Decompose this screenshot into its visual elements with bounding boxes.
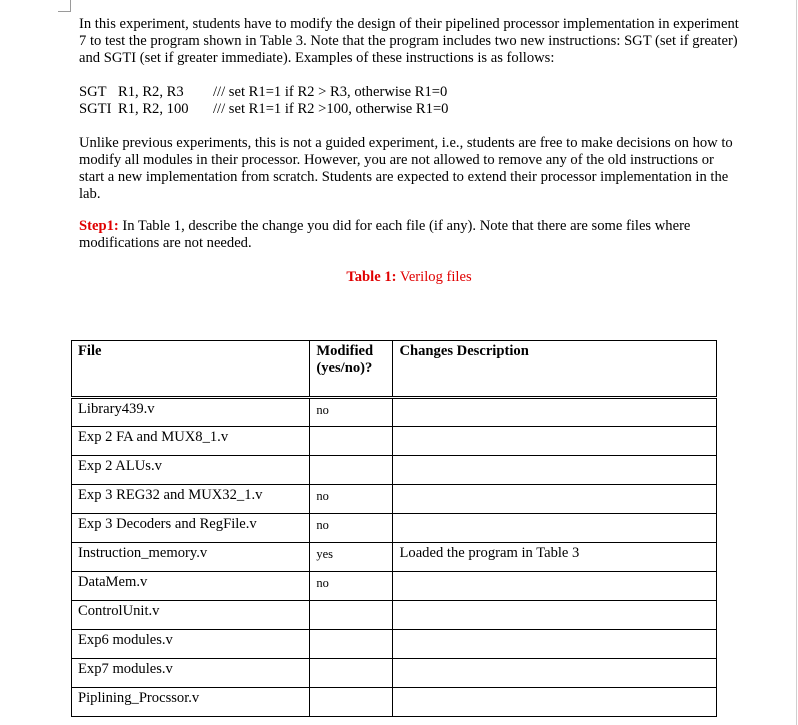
cell-description[interactable]: Loaded the program in Table 3 [393, 543, 717, 572]
cell-description[interactable] [393, 456, 717, 485]
table-caption-label: Table 1: [346, 269, 397, 285]
instruction-examples [79, 84, 739, 118]
cell-modified[interactable] [310, 456, 393, 485]
table-row [72, 572, 717, 601]
verilog-files-table [71, 340, 717, 717]
cell-description[interactable] [393, 427, 717, 456]
table-row [72, 427, 717, 456]
cell-file[interactable]: Exp 2 ALUs.v [72, 456, 310, 485]
cell-file[interactable]: DataMem.v [72, 572, 310, 601]
table-row [72, 543, 717, 572]
table-row [72, 398, 717, 427]
example-args: R1, R2, 100 [118, 101, 189, 117]
cell-file[interactable]: Exp 3 Decoders and RegFile.v [72, 514, 310, 543]
header-modified: Modified (yes/no)? [310, 341, 393, 398]
cell-modified[interactable]: no [310, 398, 393, 427]
table-row [72, 688, 717, 717]
cell-file[interactable]: ControlUnit.v [72, 601, 310, 630]
example-args: R1, R2, R3 [118, 84, 184, 100]
cell-description[interactable] [393, 688, 717, 717]
table-row [72, 514, 717, 543]
cell-modified[interactable] [310, 688, 393, 717]
intro-paragraph: In this experiment, students have to modify the design of their pipelined processor implementation in experiment 7 to test the program shown in Table 3. Note that the program includes two new instructions: SGT (set if greater) and SGTI (set if greater immediate). Examples of these instructions is as follows: [79, 16, 739, 66]
cell-modified[interactable] [310, 427, 393, 456]
table-row [72, 485, 717, 514]
cell-modified[interactable] [310, 659, 393, 688]
cell-description[interactable] [393, 659, 717, 688]
cell-description[interactable] [393, 601, 717, 630]
cell-modified[interactable]: yes [310, 543, 393, 572]
header-description: Changes Description [393, 341, 717, 398]
example-op: SGT [79, 84, 107, 100]
table-row [72, 601, 717, 630]
table-header-row [72, 341, 717, 398]
step1-text: In Table 1, describe the change you did for each file (if any). Note that there are some files where modifications are not needed. [79, 218, 691, 251]
header-file: File [72, 341, 310, 398]
cell-description[interactable] [393, 514, 717, 543]
cell-file[interactable]: Exp 3 REG32 and MUX32_1.v [72, 485, 310, 514]
example-op: SGTI [79, 101, 112, 117]
table-caption-title: Verilog files [396, 269, 472, 285]
cell-file[interactable]: Piplining_Procssor.v [72, 688, 310, 717]
example-comment: /// set R1=1 if R2 >100, otherwise R1=0 [213, 101, 449, 117]
cell-file[interactable]: Exp7 modules.v [72, 659, 310, 688]
example-sgt [79, 84, 739, 101]
cell-description[interactable] [393, 572, 717, 601]
table-caption [79, 269, 739, 286]
example-sgti [79, 101, 739, 118]
cell-description[interactable] [393, 630, 717, 659]
table-row [72, 456, 717, 485]
page-right-edge [796, 0, 797, 725]
cell-modified[interactable]: no [310, 514, 393, 543]
cell-file[interactable]: Exp6 modules.v [72, 630, 310, 659]
example-comment: /// set R1=1 if R2 > R3, otherwise R1=0 [213, 84, 448, 100]
cell-modified[interactable] [310, 601, 393, 630]
document-body [79, 16, 739, 303]
cell-description[interactable] [393, 398, 717, 427]
guidance-paragraph: Unlike previous experiments, this is not a guided experiment, i.e., students are free to make decisions on how to modify all modules in their processor. However, you are not allowed to remove any of the old instructions or start a new implementation from scratch. Students are expected to extend their processor implementation in the lab. [79, 135, 733, 202]
cell-modified[interactable]: no [310, 485, 393, 514]
table-row [72, 659, 717, 688]
page-corner-mark [58, 0, 71, 12]
table-row [72, 630, 717, 659]
cell-file[interactable]: Instruction_memory.v [72, 543, 310, 572]
step1-paragraph [79, 218, 739, 252]
cell-modified[interactable]: no [310, 572, 393, 601]
cell-description[interactable] [393, 485, 717, 514]
step1-label: Step1: [79, 218, 119, 234]
cell-file[interactable]: Exp 2 FA and MUX8_1.v [72, 427, 310, 456]
cell-file[interactable]: Library439.v [72, 398, 310, 427]
cell-modified[interactable] [310, 630, 393, 659]
